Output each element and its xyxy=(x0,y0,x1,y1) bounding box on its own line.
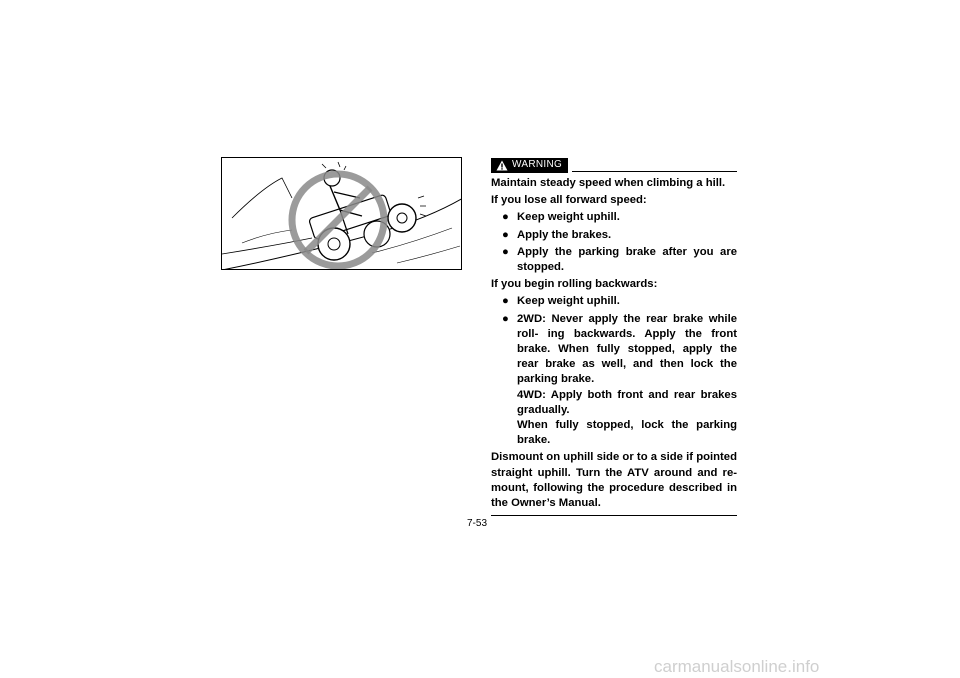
watermark-text: carmanualsonline.info xyxy=(654,657,820,676)
dismount-text: Dismount on uphill side or to a side if pointed straight uphill. Turn the ATV around and re- mount, following the procedure described in the Owner’s Manual. xyxy=(491,451,737,510)
warning-section xyxy=(491,157,737,516)
bullet-icon: ● xyxy=(502,211,509,224)
lose-speed-list xyxy=(491,210,737,275)
warning-header xyxy=(491,157,737,173)
list-item: ● Apply the parking brake after you are stopped. xyxy=(502,245,737,274)
warning-triangle-icon xyxy=(496,160,508,171)
warning-header-rule xyxy=(572,171,737,172)
list-item: ● Keep weight uphill. xyxy=(491,294,737,309)
rolling-4wd-text: 4WD: Apply both front and rear brakes gradually. xyxy=(517,388,737,416)
rolling-heading: If you begin rolling backwards: xyxy=(491,278,658,291)
rolling-list xyxy=(491,294,737,448)
illustration-atv-hill xyxy=(221,157,462,270)
rolling-2wd-text: 2WD: Never apply the rear brake while roll- ing backwards. Apply the front brake. When fully stopped, apply the rear brake as well, and then lock the parking brake. xyxy=(517,312,737,386)
atv-rolling-back-illustration xyxy=(222,158,462,270)
bullet-icon: ● xyxy=(502,245,509,258)
list-item: ● Keep weight uphill. xyxy=(491,210,737,225)
bullet-icon: ● xyxy=(502,228,509,241)
lose-speed-heading: If you lose all forward speed: xyxy=(491,194,647,207)
page-number: 7-53 xyxy=(467,518,488,529)
warning-label: WARNING xyxy=(512,159,563,171)
rolling-stopped-text: When fully stopped, lock the parking brake. xyxy=(517,419,737,447)
bullet-icon: ● xyxy=(502,312,509,325)
bullet-icon: ● xyxy=(502,295,509,308)
list-item: ● Apply the brakes. xyxy=(491,228,737,243)
warning-badge xyxy=(491,158,568,173)
intro-text: Maintain steady speed when climbing a hill. xyxy=(491,177,726,189)
list-item xyxy=(491,312,737,449)
warning-end-rule xyxy=(491,515,737,516)
